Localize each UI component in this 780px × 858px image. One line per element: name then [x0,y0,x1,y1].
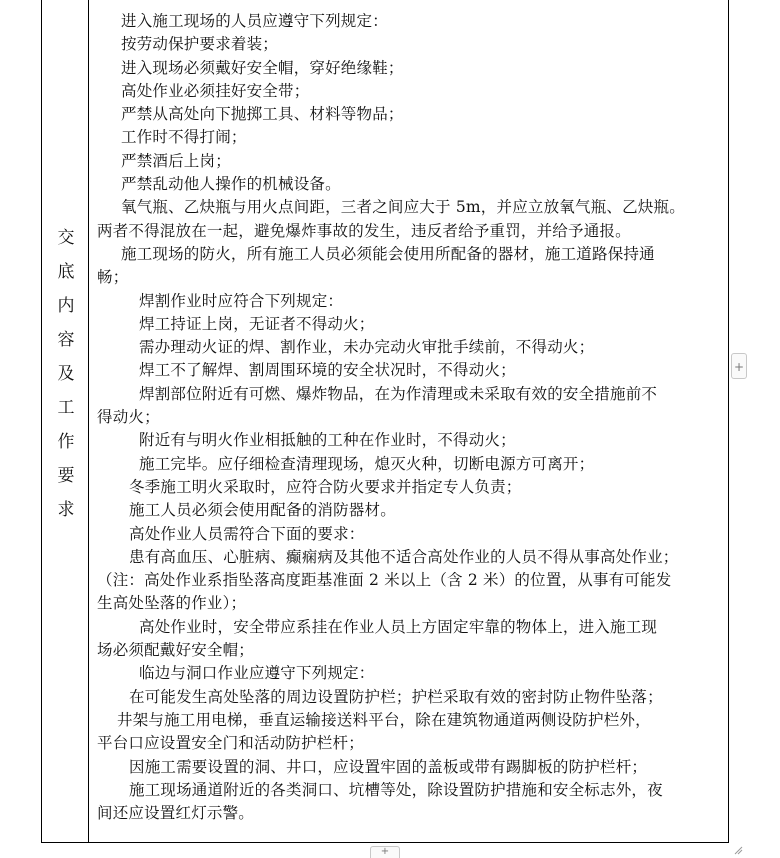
content-line: 施工现场的防火，所有施工人员必须能会使用所配备的器材，施工道路保持通 [121,244,655,263]
content-line: 进入现场必须戴好安全帽，穿好绝缘鞋； [121,58,404,77]
content-line: 两者不得混放在一起，避免爆炸事故的发生，违反者给予重罚，并给予通报。 [97,221,631,240]
content-line: 焊工持证上岗，无证者不得动火； [139,314,375,333]
content-line: 焊工不了解焊、割周围环境的安全状况时，不得动火； [139,361,516,380]
content-line: 焊割部位附近有可燃、爆炸物品，在为作清理或未采取有效的安全措施前不 [139,384,658,403]
content-line: 施工人员必须会使用配备的消防器材。 [129,501,396,520]
content-line: 间还应设置红灯示警。 [97,804,255,823]
row-header-char: 内 [57,296,75,316]
content-line: 严禁从高处向下抛掷工具、材料等物品； [121,105,404,124]
add-column-handle-icon[interactable]: + [731,353,747,379]
content-line: 严禁乱动他人操作的机械设备。 [121,175,341,194]
content-line: 高处作业人员需符合下面的要求： [129,524,365,543]
content-line: 因施工需要设置的洞、井口，应设置牢固的盖板或带有踢脚板的防护栏杆； [129,757,648,776]
content-line: 需办理动火证的焊、割作业，未办完动火审批手续前，不得动火； [139,338,595,357]
content-line: 临边与洞口作业应遵守下列规定： [139,664,375,683]
row-header-char: 交 [57,228,75,248]
content-line: 患有高血压、心脏病、癫痫病及其他不适合高处作业的人员不得从事高处作业； [129,547,679,566]
content-line: 焊割作业时应符合下列规定： [139,291,344,310]
content-line: （注：高处作业系指坠落高度距基准面 2 米以上（含 2 米）的位置，从事有可能发 [97,571,672,590]
content-line: 高处作业必须挂好安全带； [121,81,310,100]
content-line: 氧气瓶、乙炔瓶与用火点间距，三者之间应大于 5m，并应立放氧气瓶、乙炔瓶。 [121,198,685,217]
table-resize-grip-icon[interactable] [733,845,743,855]
row-header-char: 要 [57,466,75,486]
content-line: 进入施工现场的人员应遵守下列规定： [121,12,388,30]
content-line: 工作时不得打闹； [121,128,247,147]
row-header-char: 容 [57,330,75,350]
content-line: 按劳动保护要求着装； [121,35,279,54]
content-line: 场必须配戴好安全帽； [97,641,255,660]
row-header-char: 作 [57,432,75,452]
add-row-handle-icon[interactable]: + [370,846,400,858]
content-line: 平台口应设置安全门和活动防护栏杆； [97,734,364,753]
row-header-char: 底 [57,262,75,282]
content-line: 高处作业时，安全带应系挂在作业人员上方固定牢靠的物体上，进入施工现 [139,617,658,636]
content-line: 冬季施工明火采取时，应符合防火要求并指定专人负责； [129,477,522,496]
column-divider [88,0,89,843]
content-line: 附近有与明火作业相抵触的工种在作业时，不得动火； [139,431,516,450]
content-line: 畅； [97,268,129,287]
row-header-label [52,221,80,527]
content-line: 井架与施工用电梯，垂直运输接送料平台，除在建筑物通道两侧设防护栏外， [117,710,651,729]
content-line: 在可能发生高处坠落的周边设置防护栏；护栏采取有效的密封防止物件坠落； [129,687,663,706]
content-line: 施工现场通道附近的各类洞口、坑槽等处，除设置防护措施和安全标志外，夜 [129,780,663,799]
row-header-char: 求 [57,500,75,520]
content-line: 得动火； [97,408,160,427]
content-line: 施工完毕。应仔细检查清理现场，熄灭火种，切断电源方可离开； [139,454,595,473]
content-line: 严禁酒后上岗； [121,151,231,170]
content-cell[interactable] [97,10,725,825]
content-line: 生高处坠落的作业）； [97,594,247,613]
row-header-char: 工 [57,398,75,418]
row-header-char: 及 [57,364,75,384]
